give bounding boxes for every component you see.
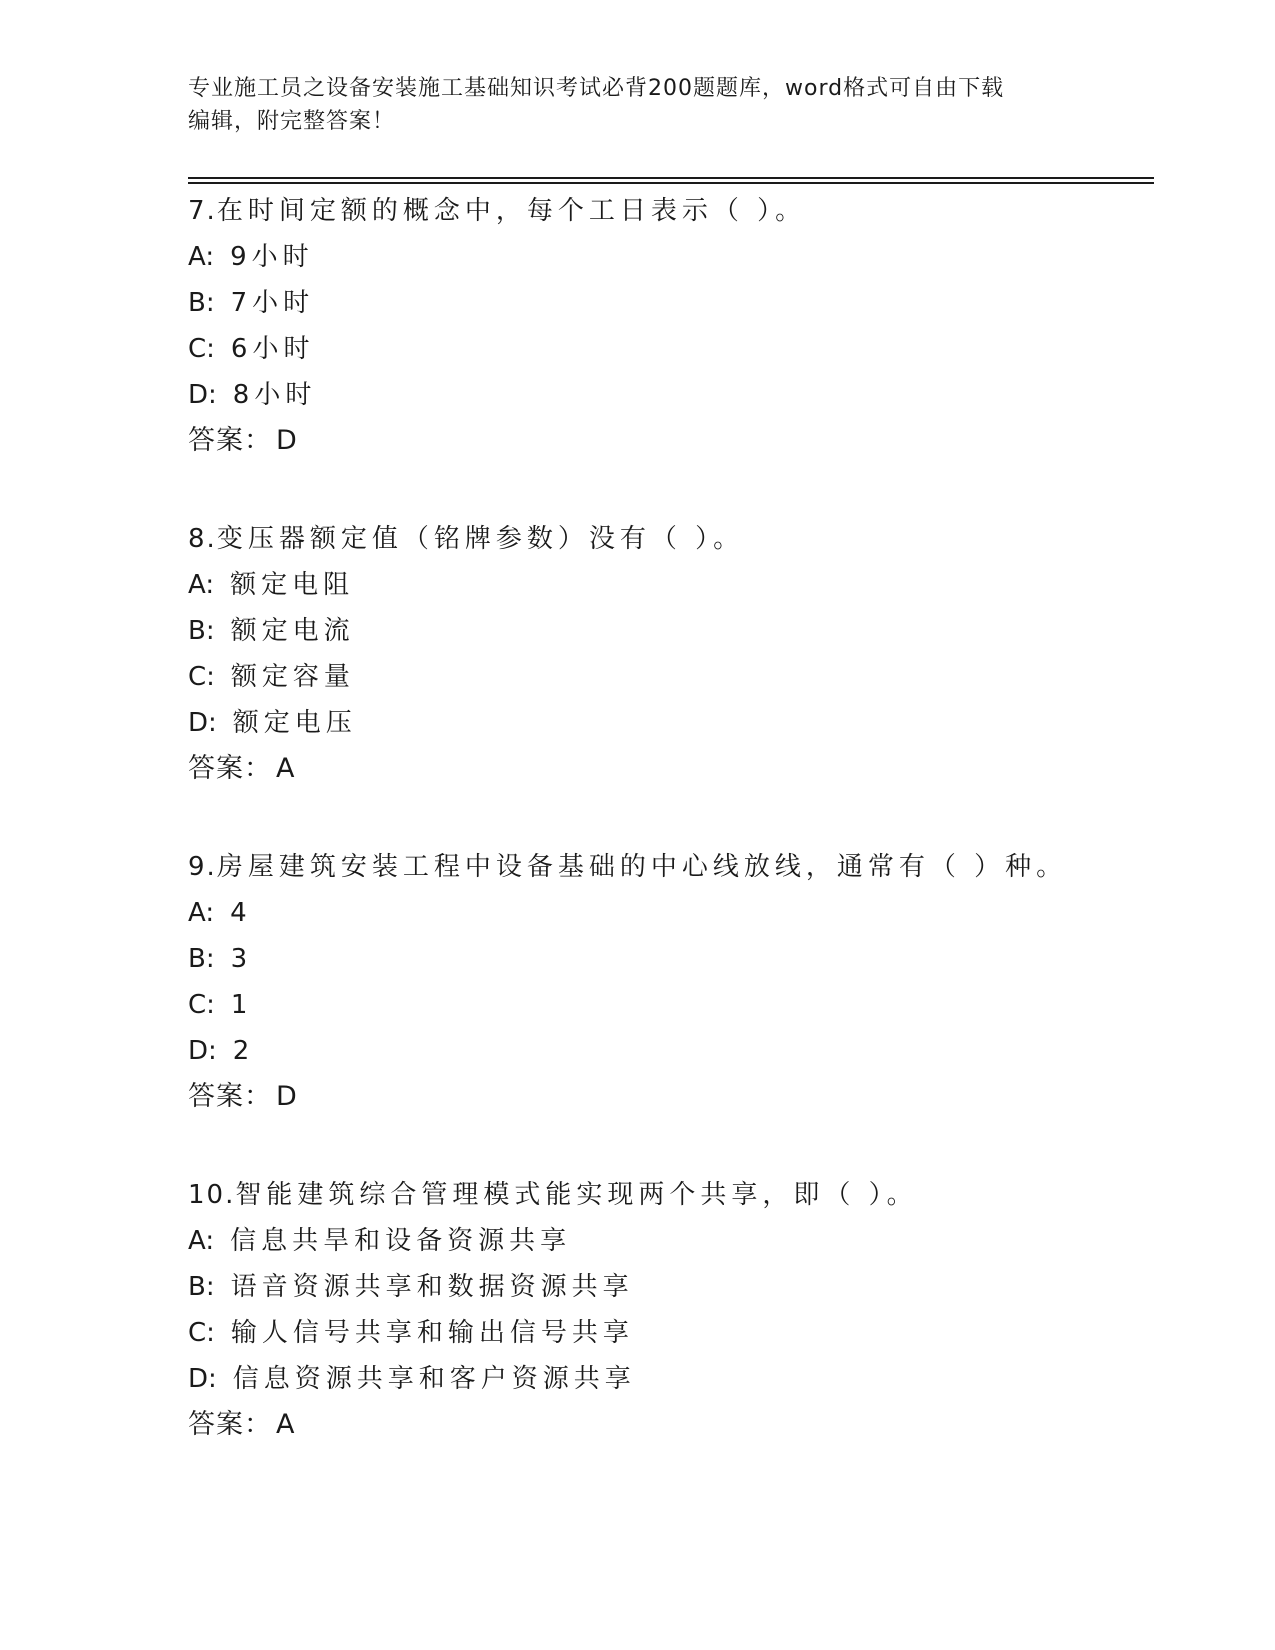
option-b <box>188 280 1154 326</box>
option-letter: B: <box>188 944 215 974</box>
answer-label: 答案： <box>188 1081 272 1112</box>
option-letter: B: <box>188 1272 215 1302</box>
answer-label: 答案： <box>188 753 272 784</box>
question-text: 在时间定额的概念中，每个工日表示（ ）。 <box>216 196 807 226</box>
option-text: 额定电压 <box>232 708 357 738</box>
question-text: 变压器额定值（铭牌参数）没有（ ）。 <box>216 524 745 554</box>
answer-line <box>188 1402 1154 1448</box>
option-letter: D: <box>188 1036 217 1066</box>
option-text: 输人信号共享和输出信号共享 <box>230 1318 634 1348</box>
option-a <box>188 890 1154 936</box>
option-letter: D: <box>188 708 217 738</box>
option-letter: D: <box>188 380 217 410</box>
option-letter: C: <box>188 334 215 364</box>
option-letter: A: <box>188 898 215 928</box>
question-text: 智能建筑综合管理模式能实现两个共享，即（ ）。 <box>235 1180 918 1210</box>
question-stem <box>188 516 1154 562</box>
answer-line <box>188 746 1154 792</box>
option-text: 9小时 <box>230 242 314 272</box>
option-c <box>188 654 1154 700</box>
answer-value: A <box>276 1409 296 1440</box>
option-text: 额定容量 <box>230 662 355 692</box>
question-block <box>188 516 1154 792</box>
option-text: 额定电阻 <box>230 570 355 600</box>
option-letter: B: <box>188 616 215 646</box>
option-text: 3 <box>230 944 253 974</box>
option-a <box>188 562 1154 608</box>
header-divider-top <box>188 177 1154 179</box>
question-stem <box>188 1172 1154 1218</box>
option-c <box>188 326 1154 372</box>
header-title-line-1: 专业施工员之设备安装施工基础知识考试必背200题题库，word格式可自由下载 <box>188 76 1005 101</box>
question-block <box>188 1172 1154 1448</box>
option-d <box>188 1028 1154 1074</box>
question-list <box>188 188 1154 1500</box>
answer-value: A <box>276 753 296 784</box>
answer-label: 答案： <box>188 425 272 456</box>
option-c <box>188 982 1154 1028</box>
option-letter: A: <box>188 1226 215 1256</box>
option-c <box>188 1310 1154 1356</box>
question-block <box>188 844 1154 1120</box>
question-text: 房屋建筑安装工程中设备基础的中心线放线，通常有（ ）种。 <box>216 852 1068 882</box>
option-text: 信息共旱和设备资源共享 <box>230 1226 572 1256</box>
header-divider-bottom <box>188 182 1154 184</box>
option-d <box>188 372 1154 418</box>
option-b <box>188 608 1154 654</box>
option-b <box>188 1264 1154 1310</box>
option-text: 7小时 <box>230 288 315 318</box>
option-d <box>188 1356 1154 1402</box>
option-letter: C: <box>188 662 215 692</box>
option-letter: A: <box>188 242 215 272</box>
question-number: 10. <box>188 1180 236 1210</box>
question-block <box>188 188 1154 464</box>
option-a <box>188 1218 1154 1264</box>
option-text: 2 <box>232 1036 255 1066</box>
option-text: 语音资源共享和数据资源共享 <box>230 1272 634 1302</box>
answer-value: D <box>276 1081 298 1112</box>
option-d <box>188 700 1154 746</box>
option-text: 8小时 <box>232 380 317 410</box>
question-number: 7. <box>188 196 217 226</box>
option-text: 1 <box>230 990 253 1020</box>
option-letter: C: <box>188 990 215 1020</box>
question-stem <box>188 188 1154 234</box>
option-letter: A: <box>188 570 215 600</box>
option-letter: B: <box>188 288 215 318</box>
answer-line <box>188 418 1154 464</box>
option-a <box>188 234 1154 280</box>
question-number: 8. <box>188 524 217 554</box>
document-header <box>188 72 1068 138</box>
answer-label: 答案： <box>188 1409 272 1440</box>
option-text: 4 <box>230 898 252 928</box>
option-text: 信息资源共享和客户资源共享 <box>232 1364 636 1394</box>
option-letter: C: <box>188 1318 215 1348</box>
answer-value: D <box>276 425 298 456</box>
option-letter: D: <box>188 1364 217 1394</box>
option-text: 额定电流 <box>230 616 355 646</box>
option-text: 6小时 <box>230 334 315 364</box>
question-stem <box>188 844 1154 890</box>
question-number: 9. <box>188 852 217 882</box>
answer-line <box>188 1074 1154 1120</box>
option-b <box>188 936 1154 982</box>
header-title-line-2: 编辑，附完整答案！ <box>188 109 396 134</box>
